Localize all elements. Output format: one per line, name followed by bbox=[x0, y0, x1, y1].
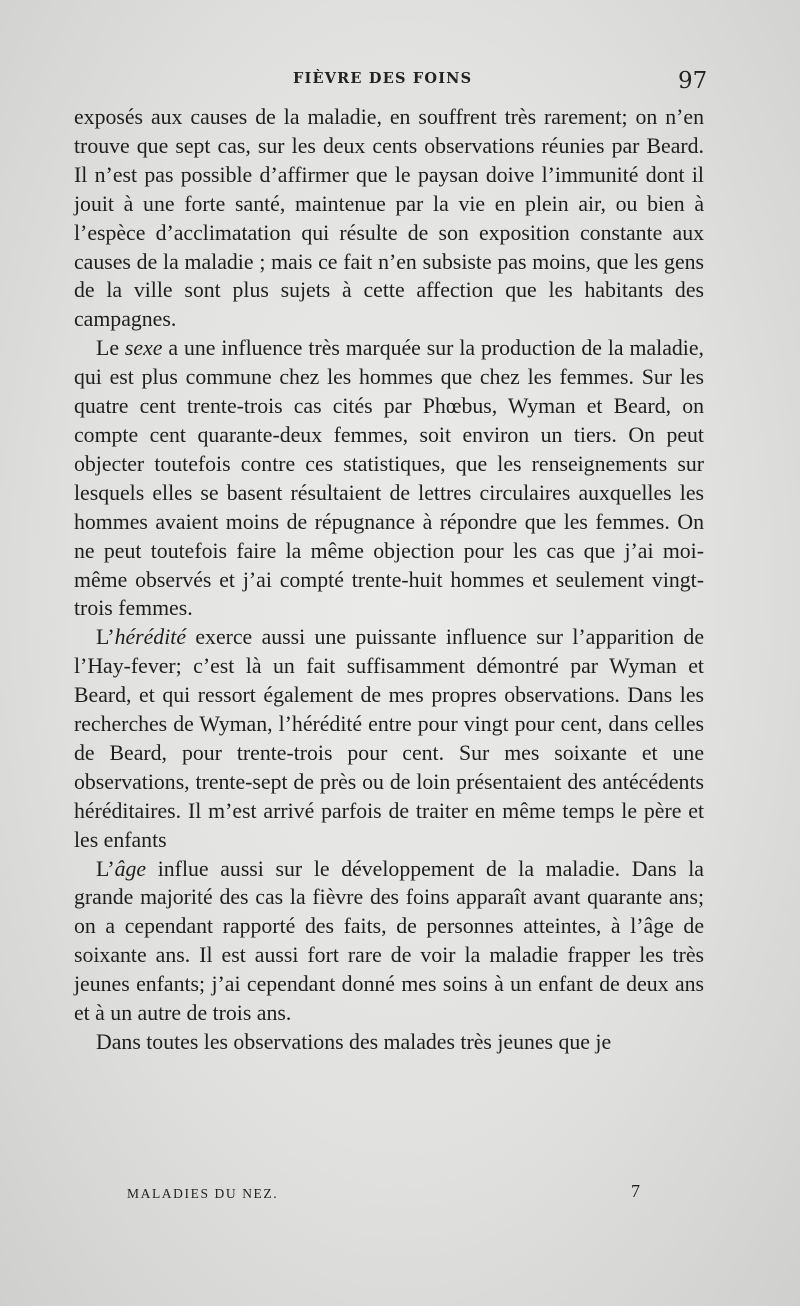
paragraph-text: a une influence très marquée sur la production de la maladie, qui est plus commune chez les hommes que chez les femmes. Sur les quatre cent trente-trois cas cités par Phœbus, Wyman et Beard, on compte cent quarante-deux femmes, soit environ un tiers. On peut objecter toutefois contre ces statistiques, que les renseignements sur lesquels elles se basent résultaient de lettres circulaires auxquelles les hommes avaient moins de répugnance à répondre que les femmes. On ne peut toutefois faire la même objection pour les cas que j’ai moi-même observés et j’ai compté trente-huit hommes et seulement vingt-trois femmes. bbox=[74, 336, 704, 621]
paragraph-emphasis: hérédité bbox=[114, 625, 186, 650]
paragraph-emphasis: sexe bbox=[124, 336, 163, 361]
paragraph-text: Dans toutes les observations des malades très jeunes que je bbox=[96, 1030, 612, 1054]
page-header bbox=[0, 62, 800, 98]
paragraph-lead: Le bbox=[96, 336, 125, 361]
running-title: FIÈVRE DES FOINS bbox=[293, 70, 473, 87]
paragraph-text: exposés aux causes de la maladie, en souffrent très rarement; on n’en trouve que sept cas, sur les deux cents observations réunies par Beard. Il n’est pas possible d’affirmer que le paysan doive l’immunité dont il jouit à une forte santé, maintenue par la vie en plein air, ou bien à l’espèce d’acclimatation qui résulte de son exposition constante aux causes de la maladie ; mais ce fait n’en subsiste pas moins, que les gens de la ville sont plus sujets à cette affection que les habitants des campagnes. bbox=[74, 105, 704, 332]
paragraph-lead: L’ bbox=[96, 625, 115, 650]
paragraph-dans-toutes bbox=[74, 1028, 704, 1057]
paragraph-emphasis: âge bbox=[114, 856, 147, 881]
body-text bbox=[74, 103, 704, 1057]
paragraph-exposes bbox=[74, 103, 704, 334]
paragraph-text: exerce aussi une puissante influence sur l’apparition de l’Hay-fever; c’est là un fait suffisamment démontré par Wyman et Beard, et qui ressort également de mes propres observations. Dans les recherches de Wyman, l’hérédité entre pour vingt pour cent, dans celles de Beard, pour trente-trois pour cent. Sur mes soixante et une observations, trente-sept de près ou de loin présentaient des antécédents héréditaires. Il m’est arrivé parfois de traiter en même temps le père et les enfants bbox=[74, 625, 704, 852]
footer-signature: MALADIES DU NEZ. bbox=[127, 1186, 279, 1201]
page-number: 97 bbox=[678, 68, 708, 94]
paragraph-heredite bbox=[74, 623, 704, 854]
paragraph-text: influe aussi sur le développement de la maladie. Dans la grande majorité des cas la fièvre des foins apparaît avant quarante ans; on a cependant rapporté des faits, de personnes atteintes, à l’âge de soixante ans. Il est aussi fort rare de voir la maladie frapper les très jeunes enfants; j’ai cependant donné mes soins à un enfant de deux ans et à un autre de trois ans. bbox=[74, 856, 704, 1026]
footer-sheet-number: 7 bbox=[631, 1181, 640, 1201]
paragraph-sexe bbox=[74, 334, 704, 623]
paragraph-lead: L’ bbox=[96, 856, 115, 881]
paragraph-age bbox=[74, 855, 704, 1028]
